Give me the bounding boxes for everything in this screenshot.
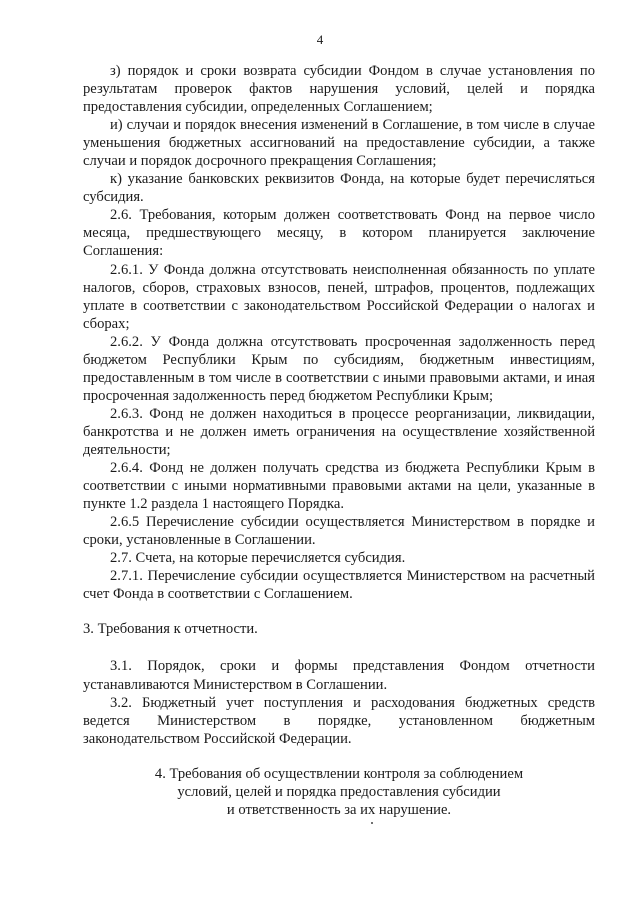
paragraph-2-7: 2.7. Счета, на которые перечисляется субсидия.	[110, 550, 406, 567]
paragraph-2-6-3: 2.6.3. Фонд не должен находиться в процессе реорганизации, ликвидации, банкротства и не должен иметь ограничения на осуществление хозяйственной деятельности;	[83, 405, 595, 458]
paragraph-i: и) случаи и порядок внесения изменений в Соглашение, в том числе в случае уменьшения бюджетных ассигнований на предоставление субсидии, а также случаи и порядок досрочного прекращения Соглашения;	[83, 117, 595, 170]
section-4-heading-line-1: 4. Требования об осуществлении контроля за соблюдением	[154, 765, 524, 782]
paragraph-3-1: 3.1. Порядок, сроки и формы представления Фондом отчетности устанавливаются Министерством в Соглашении.	[83, 658, 595, 693]
section-4-heading	[83, 765, 595, 820]
scan-speck	[371, 822, 373, 824]
document-body	[83, 62, 595, 819]
paragraph-2-6: 2.6. Требования, которым должен соответствовать Фонд на первое число месяца, предшествующего месяцу, в котором планируется заключение Соглашения:	[83, 207, 595, 260]
paragraph-z: з) порядок и сроки возврата субсидии Фондом в случае установления по результатам проверок фактов нарушения условий, целей и порядка предоставления субсидии, определенных Соглашением;	[83, 63, 595, 116]
section-3-heading: 3. Требования к отчетности.	[83, 621, 258, 638]
paragraph-2-6-2: 2.6.2. У Фонда должна отсутствовать просроченная задолженность перед бюджетом Республики Крым по субсидиям, бюджетным инвестициям, предоставленным в том числе в соответствии с иными правовыми актами, и иная просроченная задолженность перед бюджетом Республики Крым;	[83, 333, 595, 404]
paragraph-2-6-1: 2.6.1. У Фонда должна отсутствовать неисполненная обязанность по уплате налогов, сборов, страховых взносов, пеней, штрафов, процентов, подлежащих уплате в соответствии с законодательством Российской Федерации о налогах и сборах;	[83, 261, 595, 332]
page-number: 4	[316, 32, 324, 47]
section-4-heading-line-2: условий, целей и порядка предоставления субсидии	[177, 783, 501, 800]
paragraph-3-2: 3.2. Бюджетный учет поступления и расходования бюджетных средств ведется Министерством в порядке, установленном бюджетным законодательством Российской Федерации.	[83, 694, 595, 747]
paragraph-2-6-5: 2.6.5 Перечисление субсидии осуществляется Министерством в порядке и сроки, установленные в Соглашении.	[83, 514, 595, 549]
section-4-heading-line-3: и ответственность за их нарушение.	[226, 802, 452, 819]
paragraph-2-7-1: 2.7.1. Перечисление субсидии осуществляется Министерством на расчетный счет Фонда в соответствии с Соглашением.	[83, 568, 595, 603]
paragraph-k: к) указание банковских реквизитов Фонда, на которые будет перечисляться субсидия.	[83, 171, 595, 206]
paragraph-2-6-4: 2.6.4. Фонд не должен получать средства из бюджета Республики Крым в соответствии с иными нормативными правовыми актами на цели, указанные в пункте 1.2 раздела 1 настоящего Порядка.	[83, 460, 595, 513]
